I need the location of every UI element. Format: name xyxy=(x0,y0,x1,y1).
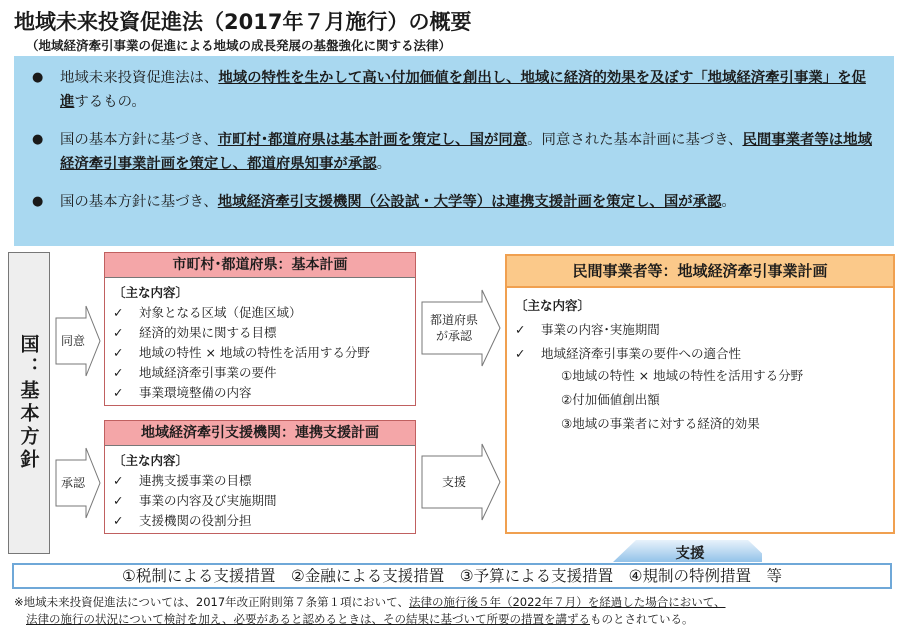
footnote-emphasis: 法律の施行後５年（2022年７月）を経過した場合において、 xyxy=(408,595,726,609)
check-icon: ✓ xyxy=(113,513,124,528)
list-item: ✓ 経済的効果に関する目標 xyxy=(113,323,370,343)
list-item: ✓ 事業の内容及び実施期間 xyxy=(113,491,277,511)
bullet-emphasis: 地域の特性を生かして高い付加価値を創出し、地域に経済的効果を及ぼす「地域経済牽引事業」を促進 xyxy=(60,70,866,110)
summary-bullet-3 xyxy=(32,190,872,214)
bullet-text: 地域未来投資促進法は、 xyxy=(60,70,219,86)
support-label: 支援 xyxy=(675,546,705,562)
arrow-label-line: が承認 xyxy=(435,329,472,343)
summary-panel xyxy=(14,56,894,246)
list-item: ✓ 地域経済牽引事業の要件 xyxy=(113,363,370,383)
check-icon: ✓ xyxy=(515,322,526,337)
list-item: ✓ 支援機関の役割分担 xyxy=(113,511,277,531)
check-icon: ✓ xyxy=(113,345,124,360)
bullet-emphasis: 民間事業者等は地域経済牽引事業計画を策定し、都道府県知事が承認 xyxy=(60,132,872,172)
footnote-text: ものとされている。 xyxy=(589,612,694,626)
support-measures-strip: ①税制による支援措置 ②金融による支援措置 ③予算による支援措置 ④規制の特例措置 等 xyxy=(12,563,892,589)
contents-heading: 〔主な内容〕 xyxy=(113,285,189,300)
sub-list xyxy=(561,364,803,436)
bullet-text: 。 xyxy=(721,194,736,210)
footnote-text: ※地域未来投資促進法については、2017年改正附則第７条第１項において、 xyxy=(14,595,409,609)
sub-list-item: ①地域の特性 × 地域の特性を活用する分野 xyxy=(561,368,804,383)
check-icon: ✓ xyxy=(113,365,124,380)
bullet-text: 。 xyxy=(376,156,392,172)
list-item: ✓ 地域の特性 × 地域の特性を活用する分野 xyxy=(113,343,370,363)
page-subtitle: （地域経済牽引事業の促進による地域の成長発展の基盤強化に関する法律） xyxy=(26,38,452,53)
bullet-icon: ● xyxy=(32,194,44,209)
footnote xyxy=(14,594,904,628)
support-plan-box xyxy=(104,420,416,534)
arrow-label-line: 都道府県 xyxy=(429,313,478,327)
bullet-text: 国の基本方針に基づき、 xyxy=(60,132,218,148)
page-title: 地域未来投資促進法（2017年７月施行）の概要 xyxy=(14,10,472,34)
bullet-text: 。同意された基本計画に基づき、 xyxy=(527,132,743,148)
list-item: ✓ 事業環境整備の内容 xyxy=(113,383,370,403)
footnote-line-1 xyxy=(14,594,904,611)
footnote-line-2 xyxy=(14,611,904,628)
check-icon: ✓ xyxy=(515,346,526,361)
contents-heading: 〔主な内容〕 xyxy=(113,453,189,468)
bullet-emphasis: 地域経済牽引支援機関（公設試・大学等）は連携支援計画を策定し、国が承認 xyxy=(217,194,722,210)
support-arrow-label: 支援 xyxy=(441,475,466,489)
contents-heading: 〔主な内容〕 xyxy=(515,298,591,313)
summary-bullet-2 xyxy=(32,128,872,176)
check-icon: ✓ xyxy=(113,325,124,340)
bullet-icon: ● xyxy=(32,132,44,147)
prefecture-approval-label xyxy=(424,312,484,344)
check-icon: ✓ xyxy=(113,493,124,508)
bullet-icon: ● xyxy=(32,70,44,85)
bullet-text: 国の基本方針に基づき、 xyxy=(60,194,218,210)
list-item: ✓ 連携支援事業の目標 xyxy=(113,471,277,491)
business-plan-box xyxy=(505,254,895,534)
doui-label: 同意 xyxy=(60,334,85,348)
basic-plan-contents xyxy=(113,283,370,403)
national-basic-policy-box xyxy=(8,252,50,554)
national-basic-policy-label: 国：基本方針 xyxy=(17,334,40,472)
sub-list-item: ②付加価値創出額 xyxy=(561,392,660,407)
basic-plan-box xyxy=(104,252,416,406)
check-icon: ✓ xyxy=(113,305,124,320)
list-item: ✓ 事業の内容･実施期間 xyxy=(515,320,803,340)
check-icon: ✓ xyxy=(113,385,124,400)
summary-bullet-1 xyxy=(32,66,872,114)
footnote-emphasis: 法律の施行の状況について検討を加え、必要があると認めるときは、その結果に基づいて所要の措置を講ずる xyxy=(26,612,590,626)
list-item: ✓ 対象となる区域（促進区域） xyxy=(113,303,370,323)
business-plan-title: 民間事業者等：地域経済牽引事業計画 xyxy=(507,256,893,288)
shounin-label: 承認 xyxy=(60,476,85,490)
support-plan-title: 地域経済牽引支援機関：連携支援計画 xyxy=(105,421,415,446)
support-plan-contents xyxy=(113,451,277,531)
basic-plan-title: 市町村･都道府県：基本計画 xyxy=(105,253,415,278)
bullet-text: するもの。 xyxy=(74,94,146,110)
check-icon: ✓ xyxy=(113,473,124,488)
bullet-emphasis: 市町村･都道府県は基本計画を策定し、国が同意 xyxy=(217,132,528,148)
business-plan-contents xyxy=(515,296,803,436)
list-item: ✓ 地域経済牽引事業の要件への適合性 xyxy=(515,344,803,364)
sub-list-item: ③地域の事業者に対する経済的効果 xyxy=(561,416,760,431)
